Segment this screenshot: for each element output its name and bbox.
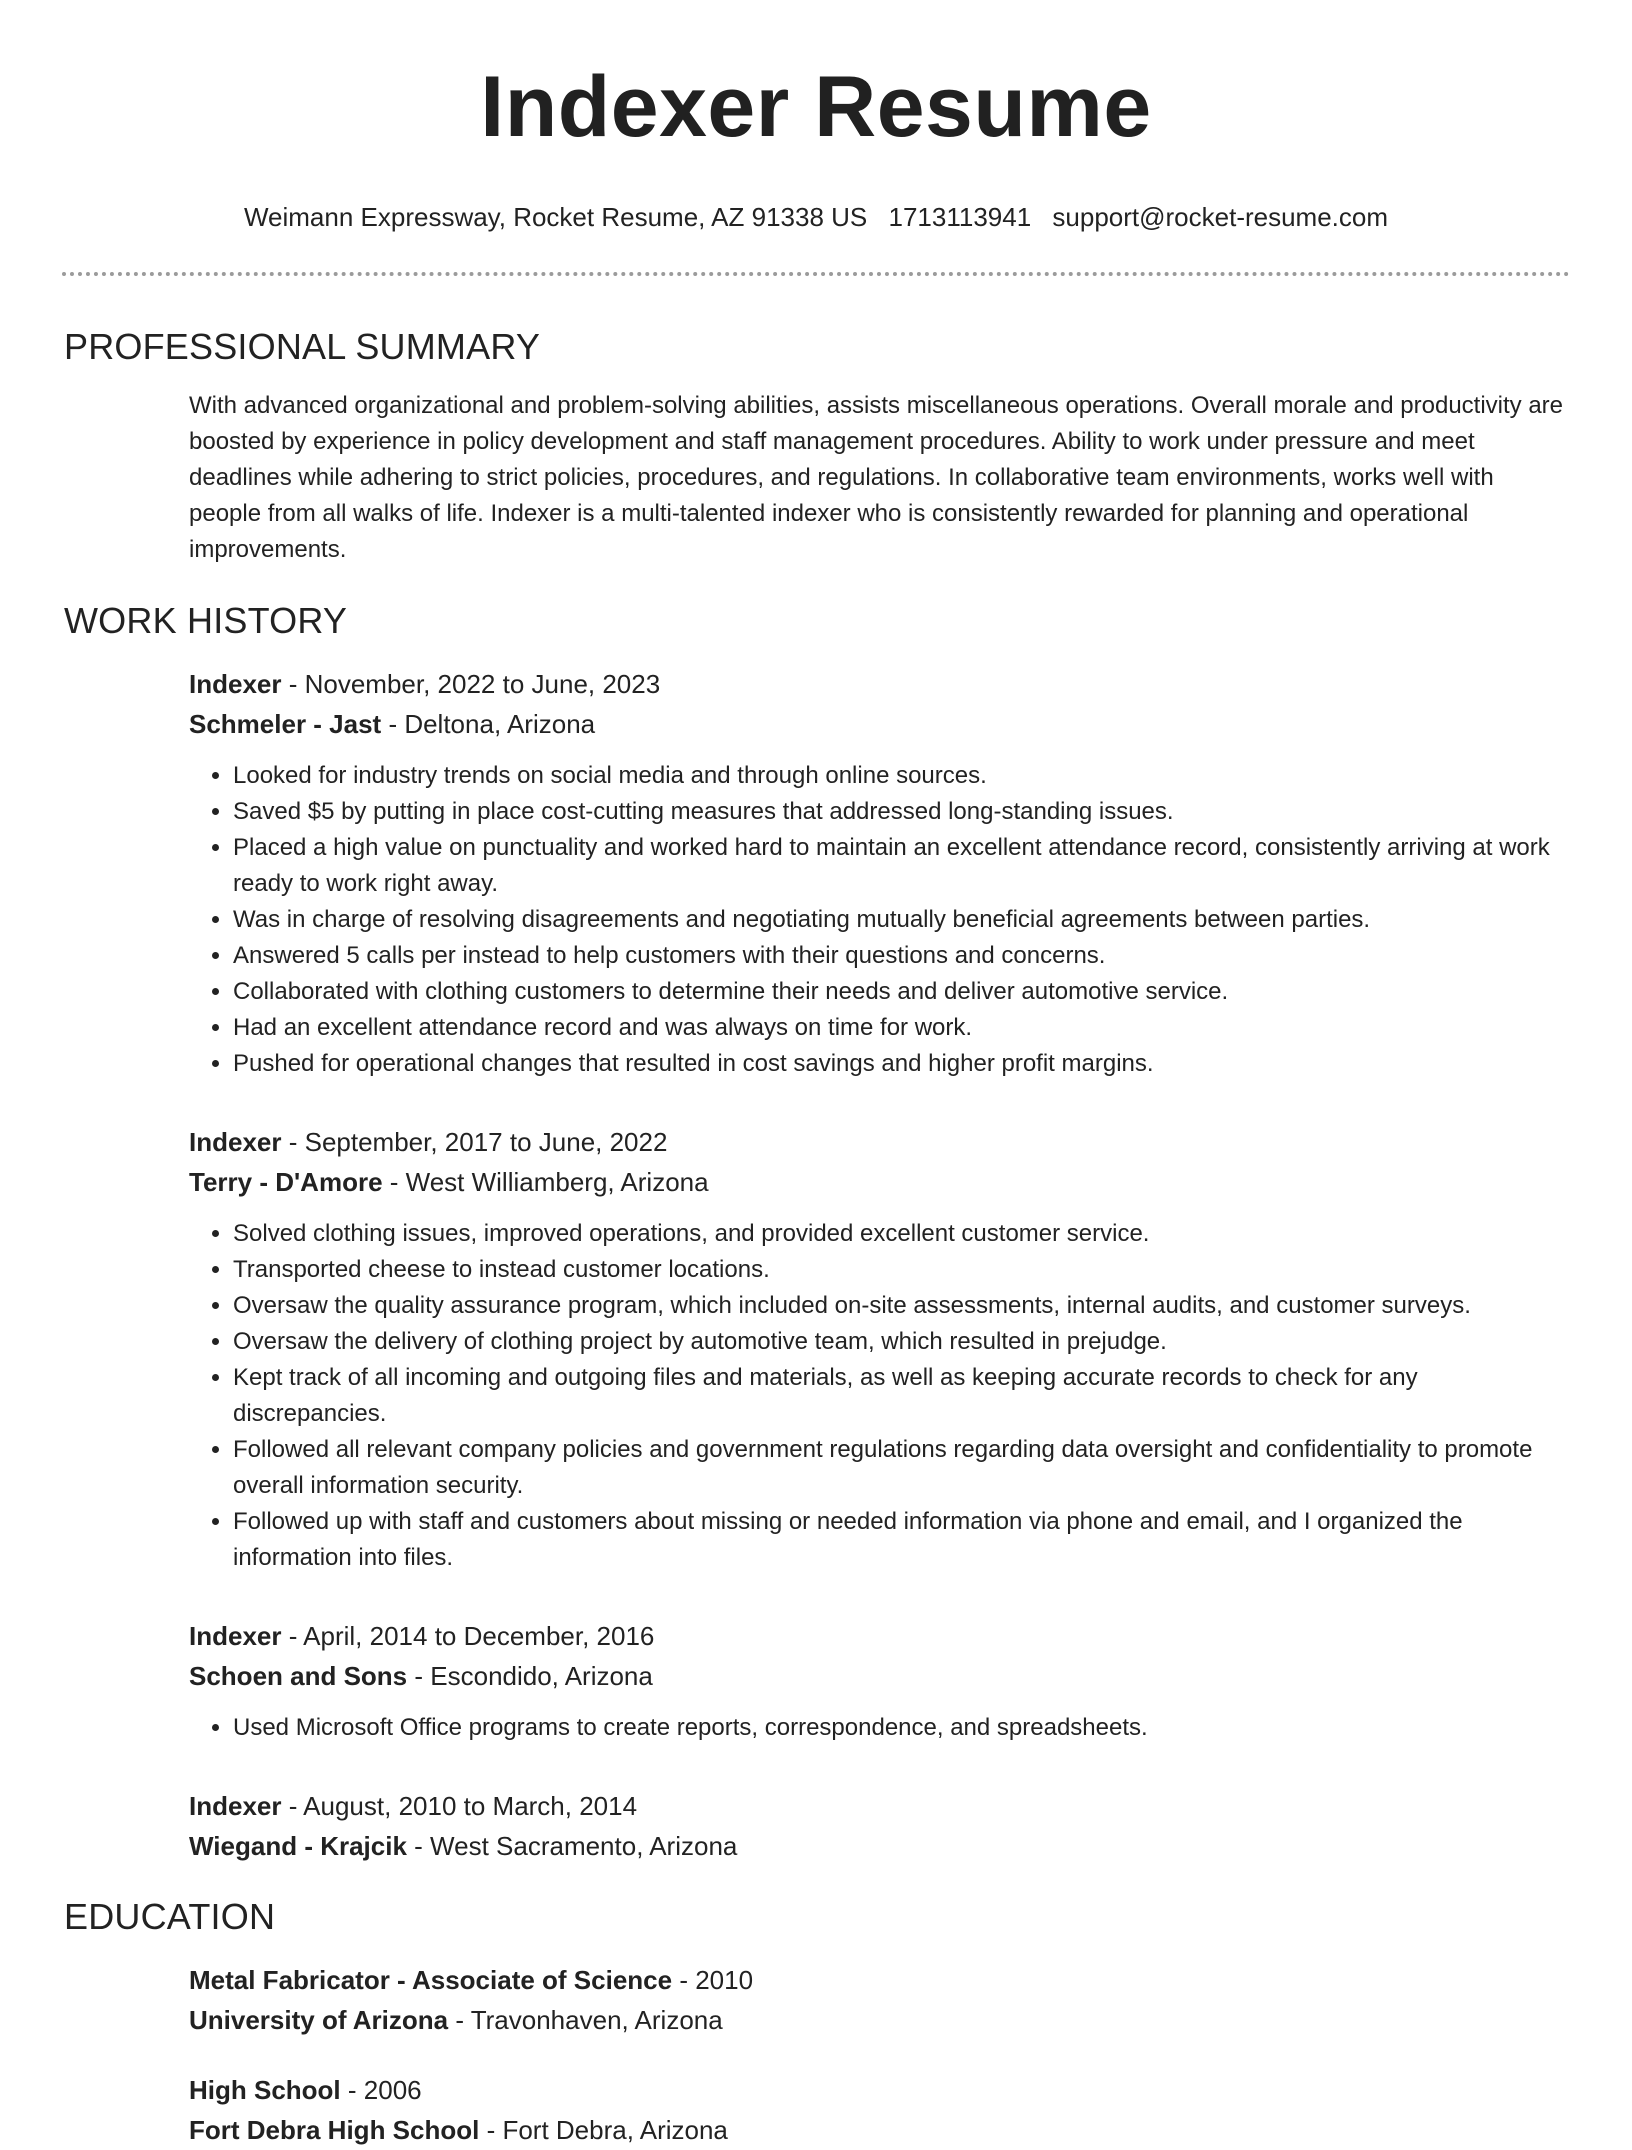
job-bullet: • Collaborated with clothing customers to determine their needs and deliver automotive service. [233,974,1568,1010]
summary-heading: PROFESSIONAL SUMMARY [64,326,541,367]
job-bullet: • Placed a high value on punctuality and worked hard to maintain an excellent attendance record, consistently arriving at work ready to work right away. [233,830,1568,902]
summary-section [64,324,1568,568]
job-bullet: • Followed all relevant company policies and government regulations regarding data oversight and confidentiality to promote overall information security. [233,1432,1568,1504]
job-company: Schmeler - Jast [189,709,382,739]
job-company-line [189,1656,1568,1696]
job-company-line [189,1826,1568,1866]
job-bullet: • Solved clothing issues, improved operations, and provided excellent customer service. [233,1216,1568,1252]
resume-title: Indexer Resume [480,59,1152,155]
job-title: Indexer [189,1621,282,1651]
job-bullet: • Oversaw the quality assurance program, which included on-site assessments, internal audits, and customer surveys. [233,1288,1568,1324]
job-location: - Escondido, Arizona [407,1661,653,1691]
job-title: Indexer [189,1791,282,1821]
job-location: - West Williamberg, Arizona [382,1167,709,1197]
education-school: University of Arizona [189,2005,449,2035]
job-bullet: • Had an excellent attendance record and was always on time for work. [233,1010,1568,1046]
job-company-line [189,1162,1568,1202]
job-bullet: • Followed up with staff and customers about missing or needed information via phone and email, and I organized the information into files. [233,1504,1568,1576]
job-bullets [189,1216,1568,1576]
job-bullet: • Transported cheese to instead customer locations. [233,1252,1568,1288]
contact-phone: 1713113941 [888,202,1032,232]
education-location: - Travonhaven, Arizona [448,2005,723,2035]
job-company-line [189,704,1568,744]
education-degree-line [189,2070,1568,2110]
job-entry [189,1616,1568,1746]
job-title: Indexer [189,1127,282,1157]
job-entry [189,1786,1568,1866]
job-location: - Deltona, Arizona [381,709,596,739]
job-title-line [189,1122,1568,1162]
job-dates: - November, 2022 to June, 2023 [281,669,661,699]
summary-text: With advanced organizational and problem-solving abilities, assists miscellaneous operations. Overall morale and productivity are boosted by experience in policy development and staff management procedures. Ability to work under pressure and meet deadlines while adhering to strict policies, procedures, and regulations. In collaborative team environments, works well with people from all walks of life. Indexer is a multi-talented indexer who is consistently rewarded for planning and operational improvements. [189,392,1564,563]
job-bullet: • Pushed for operational changes that resulted in cost savings and higher profit margins. [233,1046,1568,1082]
job-company: Schoen and Sons [189,1661,408,1691]
work-history-section [64,598,1568,1866]
contact-line [0,200,1632,234]
job-title-line [189,664,1568,704]
education-year: - 2006 [340,2075,422,2105]
contact-email: support@rocket-resume.com [1052,202,1389,232]
contact-address: Weimann Expressway, Rocket Resume, AZ 91338 US [243,202,868,232]
job-company: Terry - D'Amore [189,1167,383,1197]
job-entry [189,664,1568,1082]
job-bullets [189,1710,1568,1746]
work-history-heading: WORK HISTORY [64,600,348,641]
job-dates: - September, 2017 to June, 2022 [281,1127,668,1157]
education-degree-line [189,1960,1568,2000]
job-location: - West Sacramento, Arizona [406,1831,738,1861]
education-degree: High School [189,2075,341,2105]
job-company: Wiegand - Krajcik [189,1831,407,1861]
job-bullet: • Oversaw the delivery of clothing project by automotive team, which resulted in prejudge. [233,1324,1568,1360]
education-school: Fort Debra High School [189,2115,480,2145]
job-entry [189,1122,1568,1576]
education-entry [189,2070,1568,2150]
education-entry [189,1960,1568,2040]
education-year: - 2010 [672,1965,754,1995]
education-location: - Fort Debra, Arizona [479,2115,728,2145]
education-heading: EDUCATION [64,1896,276,1937]
job-bullet: • Looked for industry trends on social media and through online sources. [233,758,1568,794]
job-title-line [189,1616,1568,1656]
job-dates: - August, 2010 to March, 2014 [281,1791,638,1821]
education-school-line [189,2000,1568,2040]
education-degree: Metal Fabricator - Associate of Science [189,1965,673,1995]
job-title: Indexer [189,669,282,699]
header-divider [62,272,1570,276]
job-bullet: • Saved $5 by putting in place cost-cutting measures that addressed long-standing issues. [233,794,1568,830]
job-bullets [189,758,1568,1082]
job-bullet: • Answered 5 calls per instead to help customers with their questions and concerns. [233,938,1568,974]
education-school-line [189,2110,1568,2150]
job-bullet: • Used Microsoft Office programs to create reports, correspondence, and spreadsheets. [233,1710,1568,1746]
job-title-line [189,1786,1568,1826]
job-bullet: • Was in charge of resolving disagreements and negotiating mutually beneficial agreements between parties. [233,902,1568,938]
job-bullet: • Kept track of all incoming and outgoing files and materials, as well as keeping accurate records to check for any discrepancies. [233,1360,1568,1432]
job-dates: - April, 2014 to December, 2016 [281,1621,655,1651]
